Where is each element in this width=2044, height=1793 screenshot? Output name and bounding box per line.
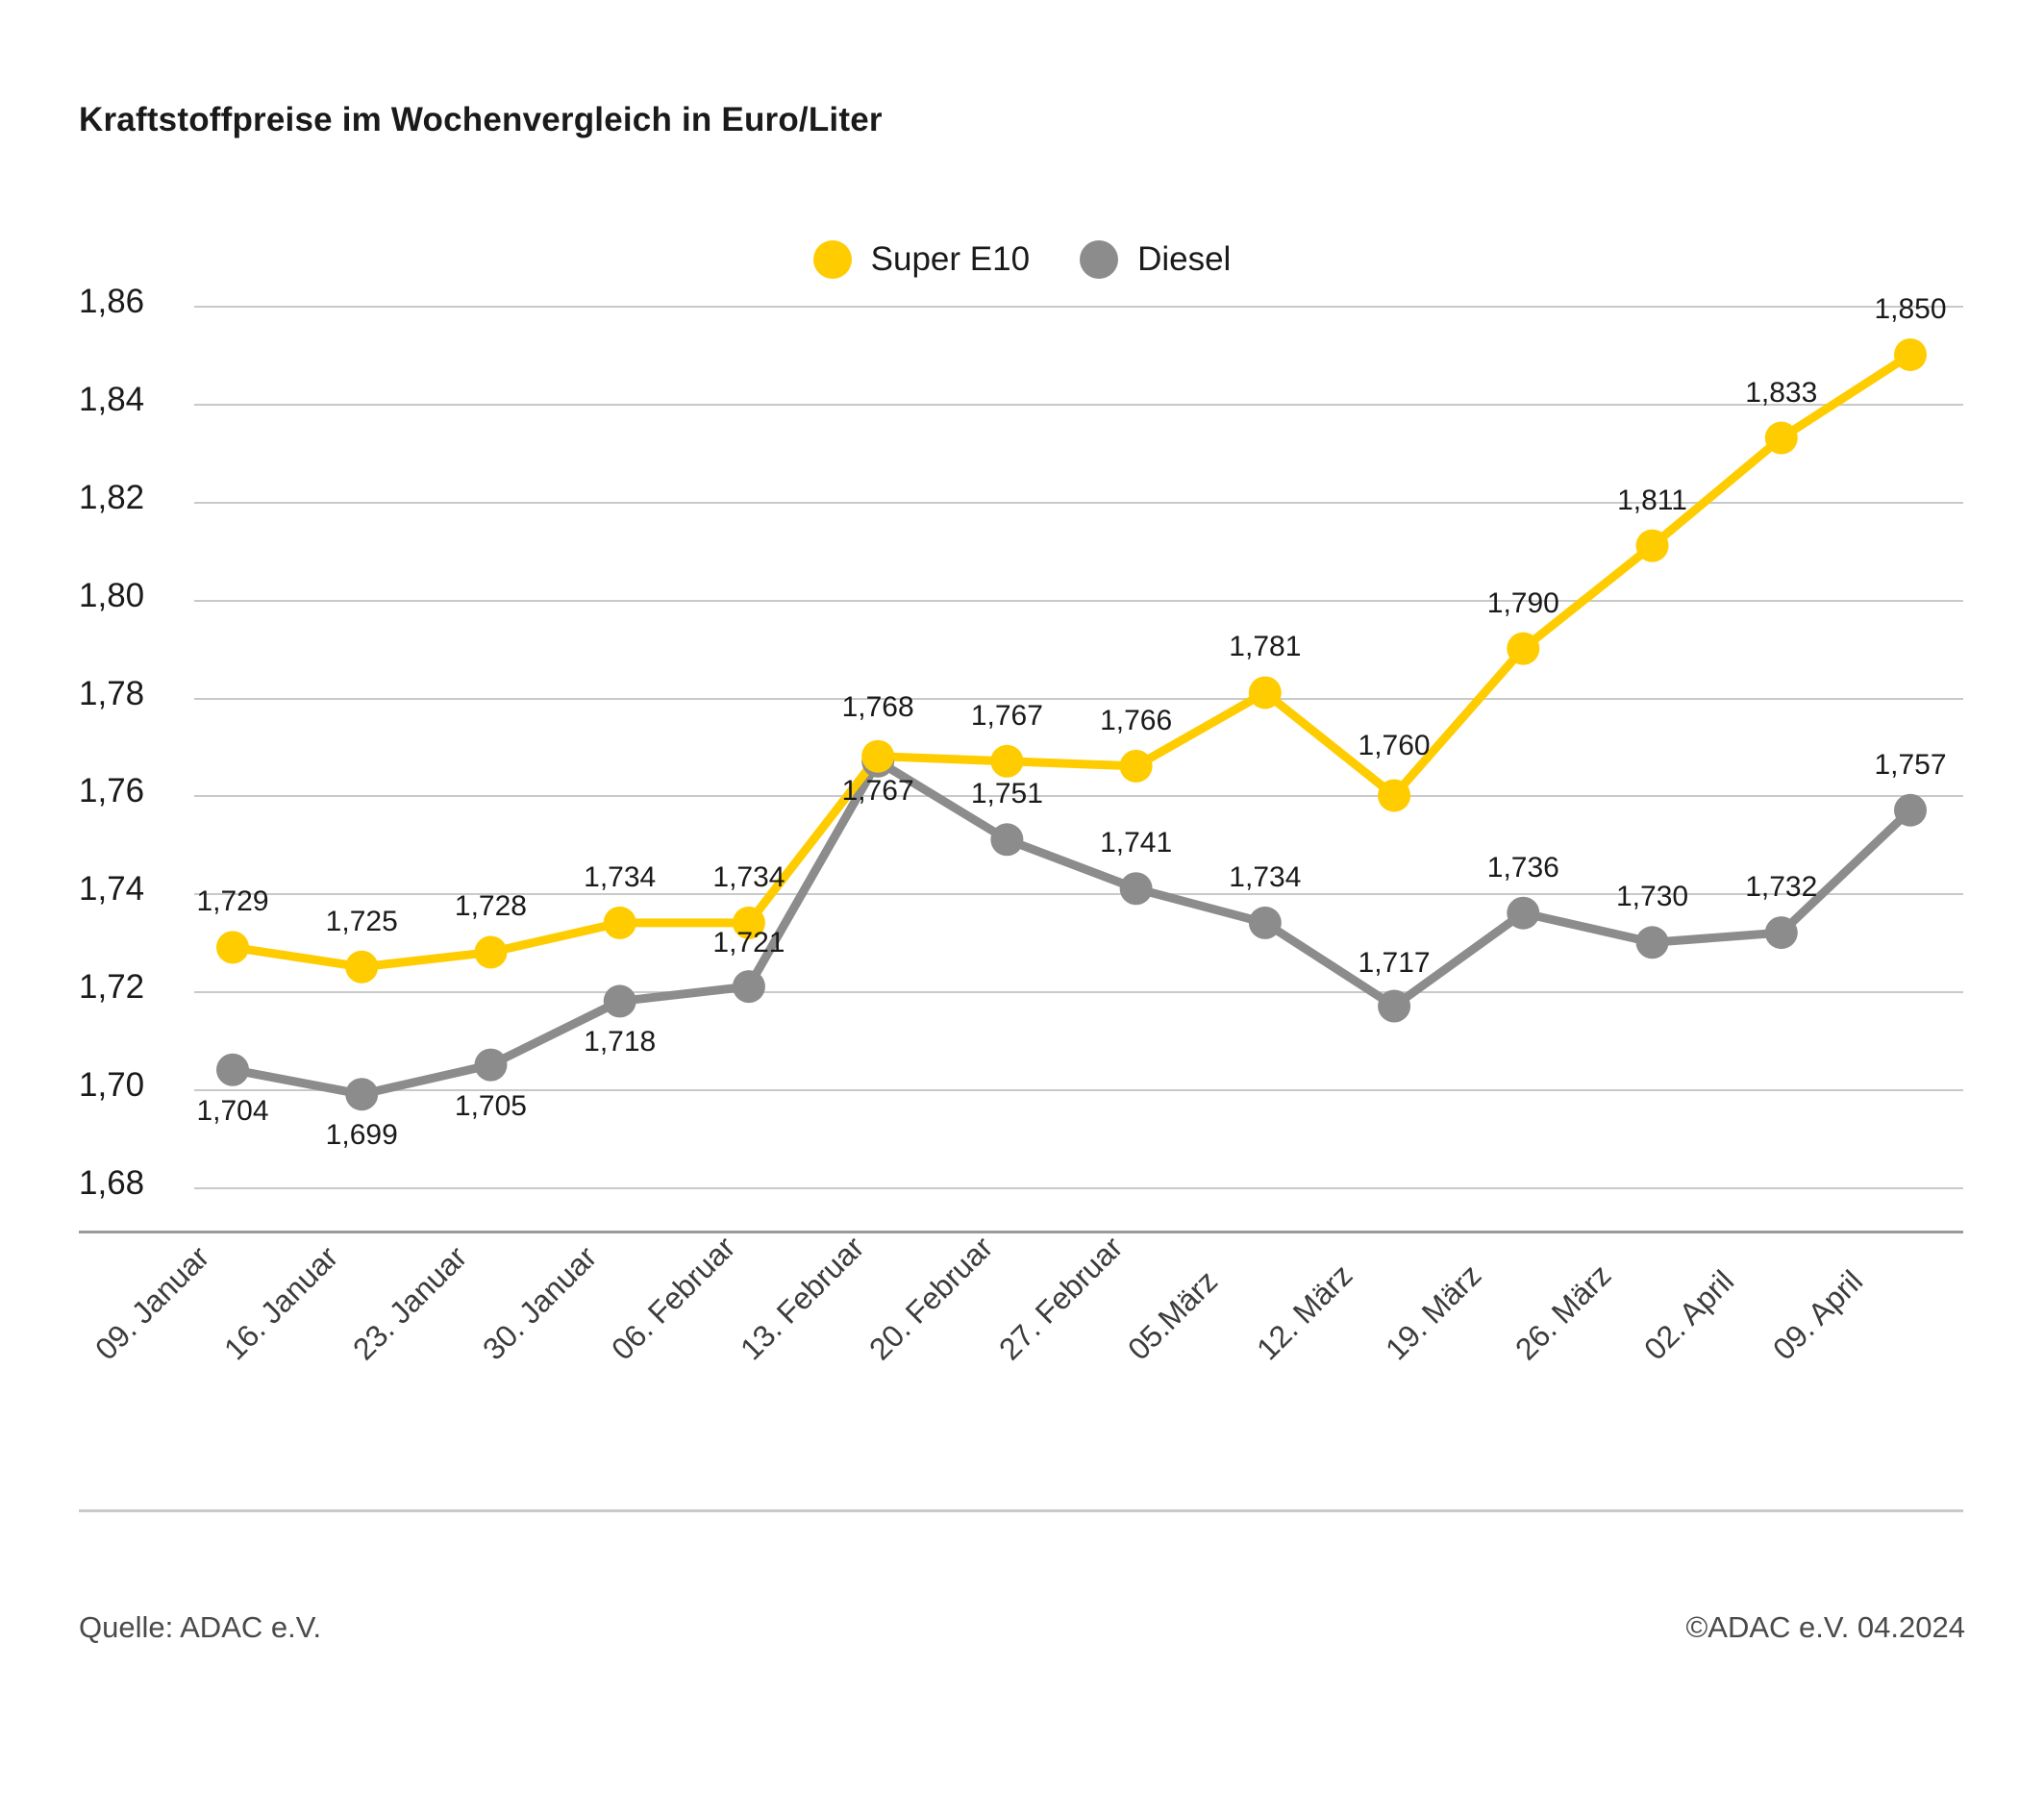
x-axis-tick-label: 09. Januar bbox=[88, 1239, 216, 1367]
x-axis-tick-label: 12. März bbox=[1250, 1257, 1359, 1367]
data-point-marker bbox=[733, 970, 765, 1003]
super-e10-point-label: 1,728 bbox=[454, 890, 527, 923]
data-point-marker bbox=[604, 984, 636, 1017]
super-e10-point-label: 1,850 bbox=[1874, 292, 1947, 325]
data-point-marker bbox=[345, 1078, 378, 1110]
data-point-marker bbox=[1120, 872, 1153, 905]
data-point-marker bbox=[216, 931, 249, 963]
legend-item-diesel bbox=[1080, 240, 1231, 279]
diesel-point-label: 1,699 bbox=[325, 1119, 398, 1152]
data-point-marker bbox=[1636, 530, 1669, 562]
data-point-marker bbox=[474, 1049, 507, 1082]
diesel-point-label: 1,767 bbox=[841, 774, 914, 807]
y-axis-tick-label: 1,78 bbox=[79, 674, 145, 712]
copyright-note: ©ADAC e.V. 04.2024 bbox=[1685, 1610, 1965, 1644]
data-point-marker bbox=[1378, 779, 1410, 811]
diesel-point-label: 1,736 bbox=[1486, 851, 1559, 884]
diesel-point-label: 1,751 bbox=[970, 778, 1043, 810]
legend-label-diesel: Diesel bbox=[1137, 240, 1232, 278]
data-point-marker bbox=[216, 1054, 249, 1086]
data-point-marker bbox=[1894, 794, 1927, 827]
x-axis-tick-label: 20. Februar bbox=[862, 1230, 1000, 1367]
super-e10-point-label: 1,760 bbox=[1358, 730, 1431, 762]
diesel-point-label: 1,730 bbox=[1615, 881, 1689, 913]
super-e10-point-label: 1,729 bbox=[196, 885, 269, 918]
data-point-marker bbox=[1507, 897, 1539, 930]
page-title: Kraftstoffpreise im Wochenvergleich in Euro/Liter bbox=[79, 101, 883, 138]
super-e10-point-label: 1,781 bbox=[1229, 631, 1302, 663]
x-axis-tick-label: 09. April bbox=[1766, 1263, 1870, 1367]
x-axis-tick-label: 02. April bbox=[1636, 1263, 1740, 1367]
diesel-point-label: 1,741 bbox=[1100, 827, 1173, 859]
legend-label-super-e10: Super E10 bbox=[870, 240, 1031, 278]
data-point-marker bbox=[1120, 750, 1153, 783]
super-e10-line bbox=[233, 355, 1910, 967]
super-e10-point-label: 1,734 bbox=[712, 860, 785, 893]
super-e10-point-label: 1,734 bbox=[584, 860, 657, 893]
source-note: Quelle: ADAC e.V. bbox=[79, 1610, 322, 1644]
x-axis-tick-label: 27. Februar bbox=[991, 1230, 1130, 1367]
footer-divider bbox=[79, 1509, 1963, 1512]
x-axis-tick-label: 13. Februar bbox=[734, 1230, 871, 1367]
series-canvas bbox=[79, 288, 1963, 1231]
diesel-point-label: 1,732 bbox=[1745, 871, 1818, 904]
diesel-point-label: 1,704 bbox=[196, 1094, 269, 1127]
data-point-marker bbox=[990, 745, 1023, 778]
diesel-point-label: 1,718 bbox=[584, 1026, 657, 1058]
x-axis-tick-label: 06. Februar bbox=[604, 1230, 742, 1367]
chart-legend bbox=[0, 240, 2044, 279]
y-axis-tick-label: 1,82 bbox=[79, 478, 145, 516]
plot-area bbox=[79, 283, 1963, 1231]
data-point-marker bbox=[1765, 916, 1798, 949]
data-point-marker bbox=[1378, 990, 1410, 1023]
diesel-point-label: 1,757 bbox=[1874, 748, 1947, 781]
data-point-marker bbox=[1765, 422, 1798, 455]
x-axis-labels bbox=[79, 1230, 1963, 1448]
data-point-marker bbox=[474, 935, 507, 968]
y-axis-tick-label: 1,80 bbox=[79, 576, 145, 614]
circle-marker-icon bbox=[813, 240, 852, 279]
y-axis-tick-label: 1,74 bbox=[79, 870, 145, 909]
diesel-markers bbox=[216, 745, 1927, 1110]
x-axis-tick-label: 05.März bbox=[1120, 1263, 1225, 1367]
x-axis-tick-label: 23. Januar bbox=[346, 1239, 474, 1367]
x-axis-tick-label: 16. Januar bbox=[217, 1239, 345, 1367]
y-axis-tick-label: 1,76 bbox=[79, 772, 145, 810]
x-axis-tick-label: 30. Januar bbox=[475, 1239, 604, 1367]
y-axis-tick-label: 1,72 bbox=[79, 968, 145, 1007]
y-axis-tick-label: 1,86 bbox=[79, 283, 145, 320]
legend-item-super-e10 bbox=[813, 240, 1030, 279]
super-e10-point-label: 1,725 bbox=[325, 905, 398, 937]
circle-marker-icon bbox=[1080, 240, 1118, 279]
y-axis-tick-label: 1,68 bbox=[79, 1164, 145, 1202]
y-axis-tick-label: 1,84 bbox=[79, 380, 145, 418]
data-point-marker bbox=[1894, 338, 1927, 371]
super-e10-point-label: 1,768 bbox=[841, 690, 914, 723]
x-axis-tick-label: 26. März bbox=[1508, 1257, 1618, 1367]
super-e10-point-label: 1,767 bbox=[970, 699, 1043, 732]
super-e10-point-label: 1,766 bbox=[1100, 704, 1173, 736]
diesel-point-label: 1,734 bbox=[1229, 860, 1302, 893]
data-point-marker bbox=[1249, 907, 1282, 939]
diesel-point-label: 1,705 bbox=[454, 1089, 527, 1122]
data-point-marker bbox=[345, 951, 378, 984]
super-e10-point-label: 1,811 bbox=[1617, 484, 1687, 516]
y-axis-tick-label: 1,70 bbox=[79, 1066, 145, 1105]
x-axis-line bbox=[79, 1231, 1963, 1233]
data-point-marker bbox=[1249, 676, 1282, 709]
data-point-marker bbox=[1507, 633, 1539, 665]
super-e10-point-label: 1,833 bbox=[1745, 376, 1818, 409]
data-point-marker bbox=[1636, 926, 1669, 959]
diesel-point-label: 1,717 bbox=[1358, 946, 1431, 979]
data-point-marker bbox=[861, 740, 894, 773]
x-axis-tick-label: 19. März bbox=[1379, 1257, 1488, 1367]
super-e10-point-label: 1,790 bbox=[1486, 586, 1559, 619]
data-point-marker bbox=[990, 823, 1023, 856]
diesel-point-label: 1,721 bbox=[712, 927, 785, 959]
data-point-marker bbox=[604, 907, 636, 939]
